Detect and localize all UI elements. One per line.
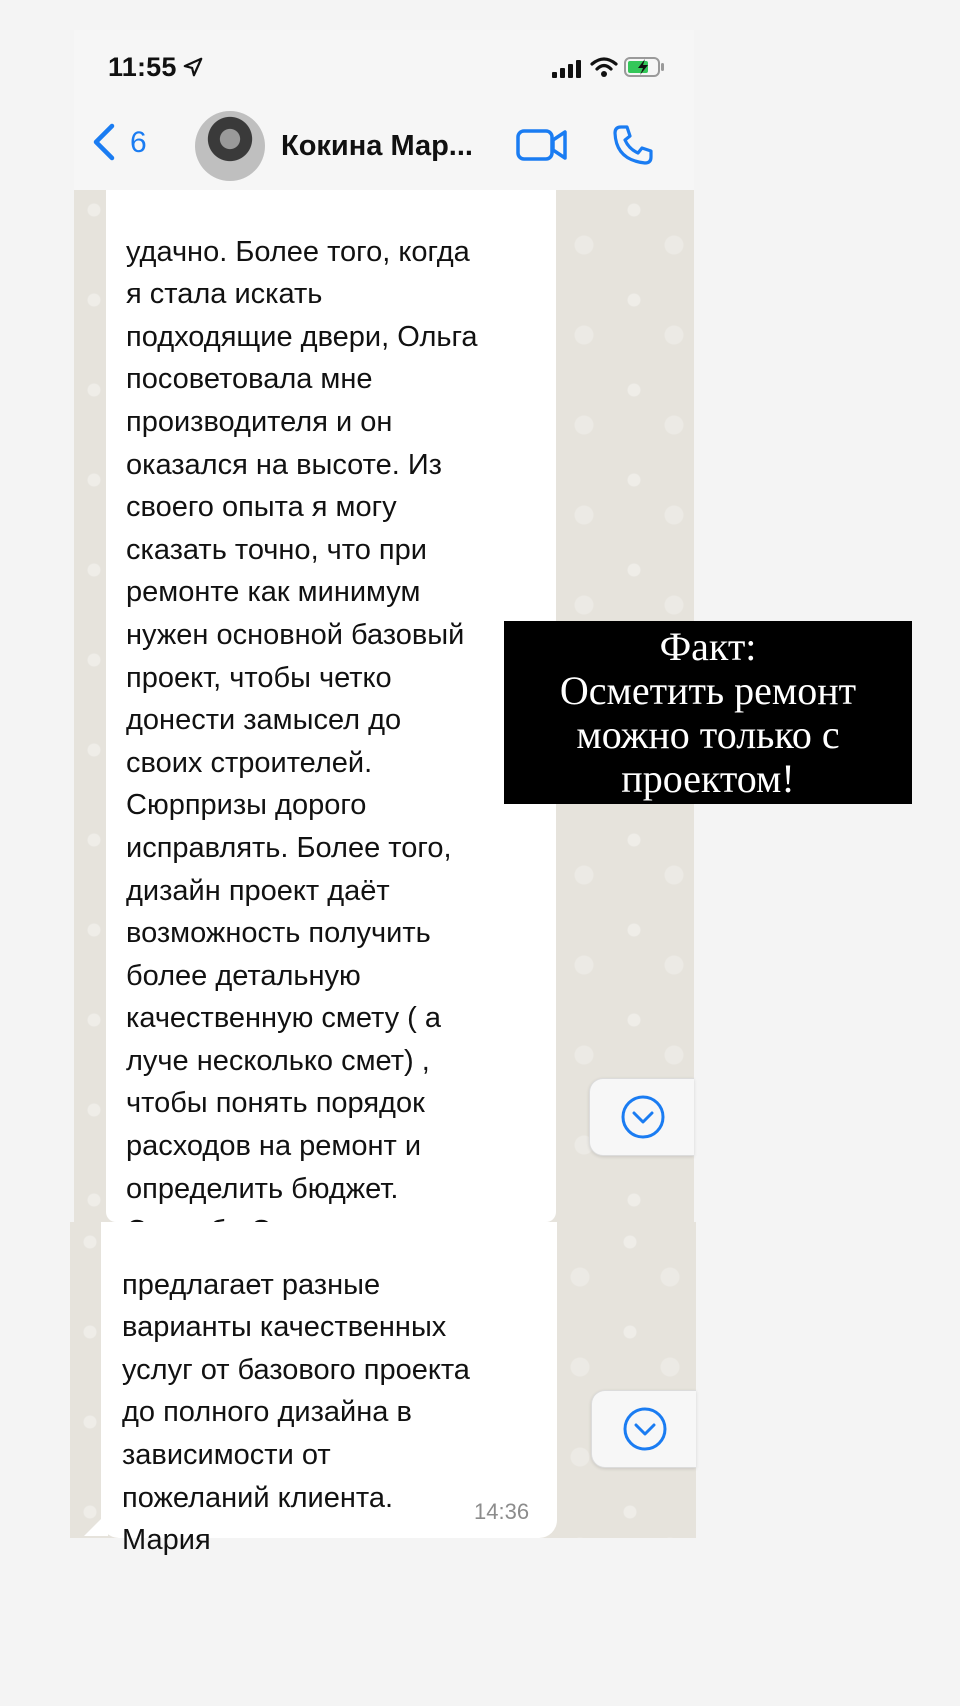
message-timestamp: 14:36	[474, 1499, 530, 1524]
message-text: предлагает разные варианты качественных услуг от базового проекта до полного дизайна в зависимости от пожеланий клиента. Мария	[122, 1268, 470, 1557]
chevron-down-circle-icon	[620, 1094, 666, 1140]
back-unread-count[interactable]: 6	[130, 126, 147, 159]
back-chevron-icon[interactable]	[90, 122, 120, 162]
fact-line: Осметить ремонт	[559, 667, 857, 713]
chevron-down-circle-icon	[622, 1406, 668, 1452]
phone-header-area	[74, 30, 694, 190]
message-bubble[interactable]	[106, 190, 556, 1222]
contact-avatar[interactable]	[195, 111, 265, 181]
location-arrow-icon	[182, 56, 204, 78]
battery-charging-icon	[624, 56, 666, 78]
video-call-icon[interactable]	[516, 127, 568, 163]
contact-name[interactable]: Кокина Мар...	[281, 130, 473, 162]
voice-call-icon[interactable]	[612, 124, 654, 166]
status-time: 11:55	[108, 52, 177, 82]
fact-line: проектом!	[621, 755, 795, 801]
fact-line: Факт:	[659, 623, 757, 669]
fact-overlay-caption	[504, 621, 912, 804]
scroll-down-button[interactable]	[589, 1078, 694, 1156]
fact-line: можно только с	[576, 711, 840, 757]
scroll-down-button[interactable]	[591, 1390, 696, 1468]
message-text: удачно. Более того, когда я стала искать подходящие двери, Ольга посоветовала мне производителя и он оказался на высоте. Из своего опыта я могу сказать точно, что при ремонте как минимум нужен основной базовый проект, чтобы четко донести замысел до своих строителей. Сюрпризы дорого исправлять. Более того, дизайн проект даёт возможность получить более детальную качественную смету ( а луче несколько смет) , чтобы понять порядок расходов на ремонт и определить бюджет.	[126, 235, 478, 1205]
wifi-icon	[590, 56, 618, 78]
message-bubble[interactable]	[101, 1222, 557, 1557]
cellular-signal-icon	[552, 60, 582, 78]
